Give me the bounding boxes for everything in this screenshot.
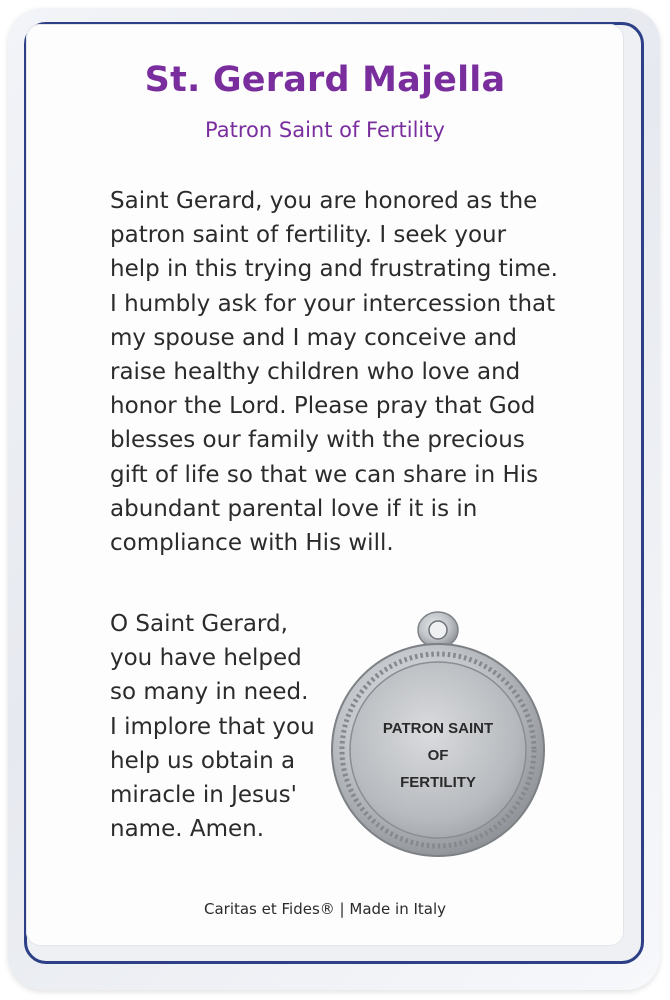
prayer-line: help in this trying and frustrating time. xyxy=(110,256,558,283)
prayer-line: Saint Gerard, you are honored as the xyxy=(110,188,538,214)
medal-text-line: FERTILITY xyxy=(400,774,476,791)
medal-graphic xyxy=(320,610,550,870)
prayer-line: honor the Lord. Please pray that God xyxy=(110,393,536,420)
medal-bail xyxy=(418,612,458,648)
prayer-text xyxy=(110,184,630,560)
closing-line: so many in need. xyxy=(110,679,309,706)
closing-line: name. Amen. xyxy=(110,816,265,843)
prayer-line: patron saint of fertility. I seek your xyxy=(110,222,507,249)
prayer-line: my spouse and I may conceive and xyxy=(110,324,517,351)
prayer-line: compliance with His will. xyxy=(110,530,394,557)
closing-prayer xyxy=(110,607,350,846)
medal-text-line: PATRON SAINT xyxy=(382,720,494,737)
prayer-line: gift of life so that we can share in His xyxy=(110,461,539,488)
card-title: St. Gerard Majella xyxy=(144,60,506,100)
card-footer: Caritas et Fides® | Made in Italy xyxy=(203,900,447,918)
prayer-line: I humbly ask for your intercession that xyxy=(110,290,556,317)
prayer-line: raise healthy children who love and xyxy=(110,359,521,386)
patron-saint-medal xyxy=(320,610,550,870)
closing-line: I implore that you xyxy=(110,713,315,740)
card-subtitle: Patron Saint of Fertility xyxy=(205,118,445,142)
medal-text-line: OF xyxy=(427,747,449,764)
prayer-line: abundant parental love if it is in xyxy=(110,495,478,522)
closing-line: miracle in Jesus' xyxy=(110,782,297,809)
closing-line: you have helped xyxy=(110,645,302,672)
prayer-line: blesses our family with the precious xyxy=(110,427,525,454)
closing-line: help us obtain a xyxy=(110,747,296,774)
closing-line: O Saint Gerard, xyxy=(110,611,288,637)
